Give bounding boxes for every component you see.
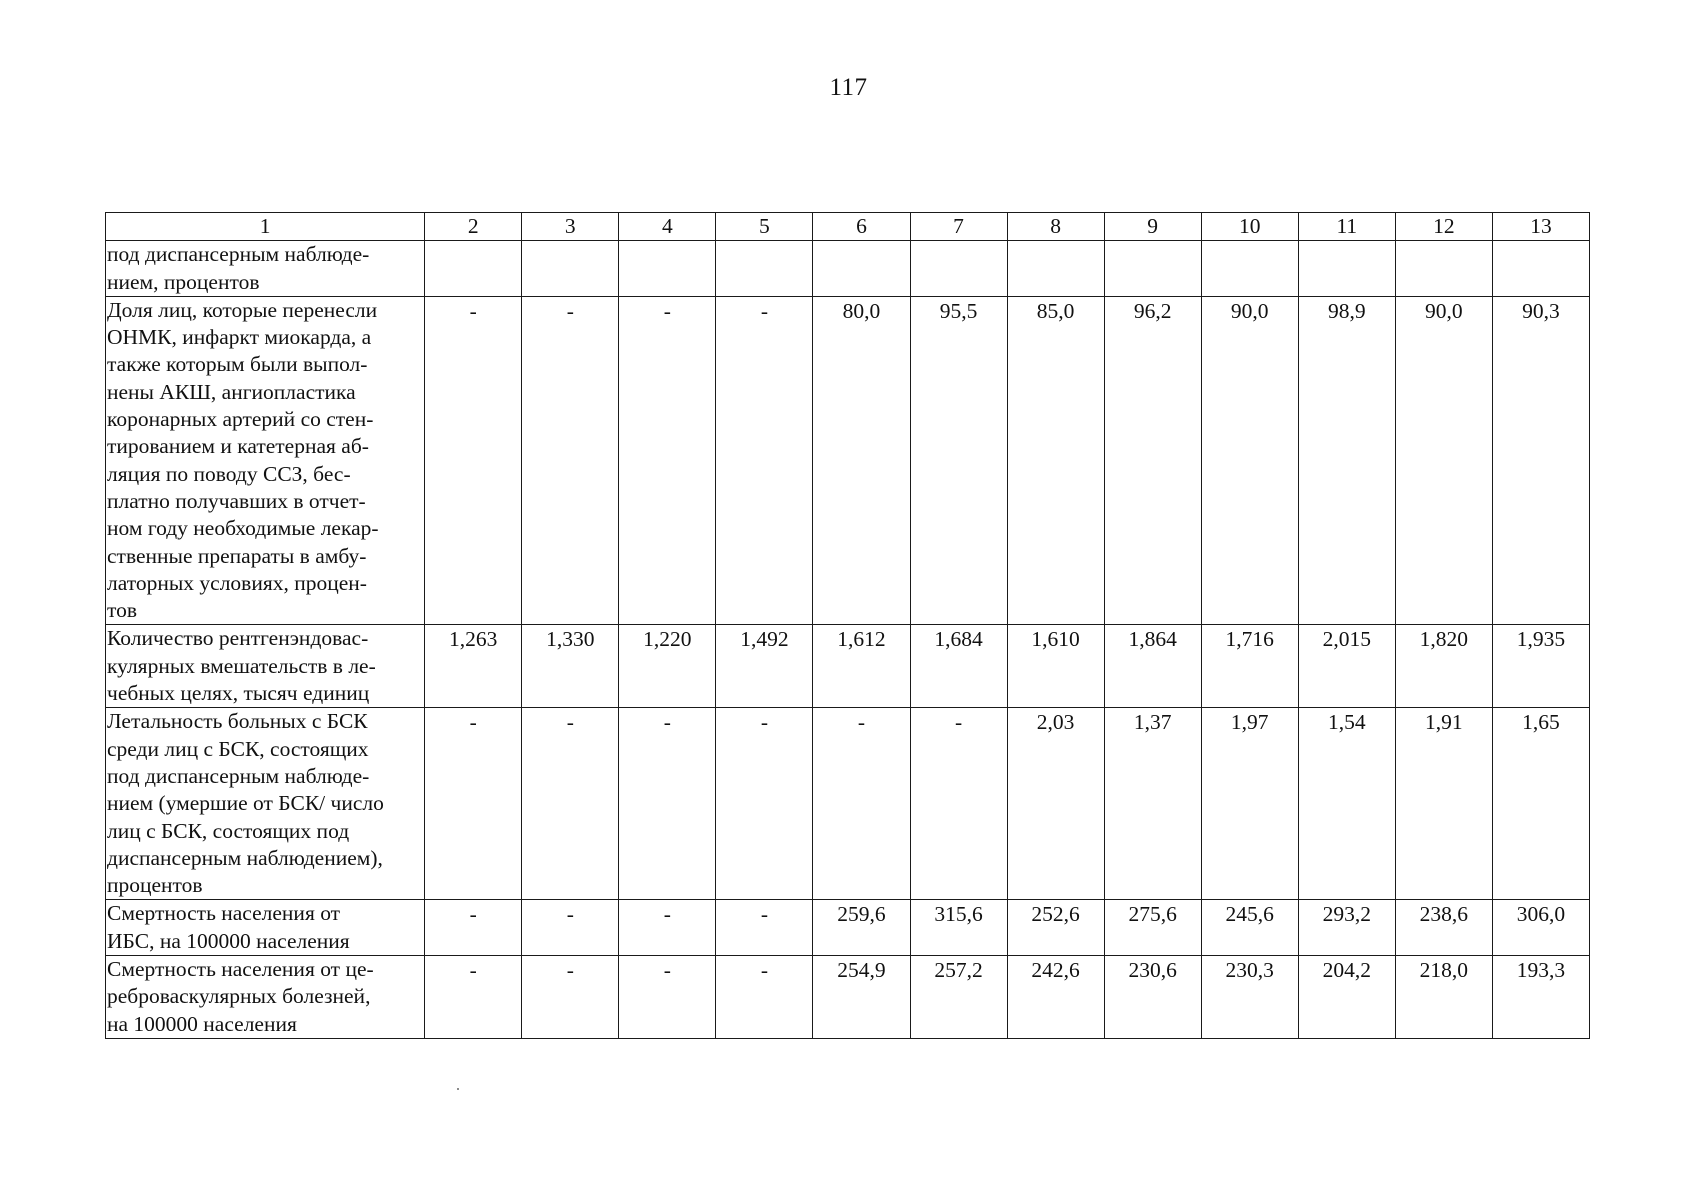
header-cell: 4	[619, 213, 716, 241]
data-table	[105, 212, 1590, 1039]
value-cell: 242,6	[1007, 956, 1104, 1039]
value-cell: 230,6	[1104, 956, 1201, 1039]
value-cell: -	[813, 708, 910, 900]
value-cell	[1298, 241, 1395, 297]
header-cell: 5	[716, 213, 813, 241]
header-cell: 3	[522, 213, 619, 241]
table-row	[106, 625, 1590, 708]
value-cell: 238,6	[1395, 900, 1492, 956]
row-label: Количество рентгенэндовас- кулярных вмешательств в ле- чебных целях, тысяч единиц	[107, 626, 376, 706]
value-cell: -	[425, 296, 522, 625]
table-row	[106, 241, 1590, 297]
table-row	[106, 296, 1590, 625]
value-cell: 80,0	[813, 296, 910, 625]
value-cell: -	[425, 900, 522, 956]
table-header-row	[106, 213, 1590, 241]
value-cell: -	[619, 708, 716, 900]
value-cell	[619, 241, 716, 297]
value-cell: -	[619, 956, 716, 1039]
value-cell: 204,2	[1298, 956, 1395, 1039]
header-cell: 11	[1298, 213, 1395, 241]
value-cell: 1,492	[716, 625, 813, 708]
value-cell: 98,9	[1298, 296, 1395, 625]
value-cell: 1,935	[1492, 625, 1589, 708]
row-label-cell	[106, 956, 425, 1039]
table-row	[106, 956, 1590, 1039]
value-cell	[522, 241, 619, 297]
row-label-cell	[106, 900, 425, 956]
value-cell: 1,263	[425, 625, 522, 708]
header-cell: 8	[1007, 213, 1104, 241]
value-cell: 293,2	[1298, 900, 1395, 956]
value-cell: 1,612	[813, 625, 910, 708]
row-label-cell	[106, 296, 425, 625]
value-cell: 1,54	[1298, 708, 1395, 900]
header-cell: 7	[910, 213, 1007, 241]
table-row	[106, 708, 1590, 900]
value-cell	[1104, 241, 1201, 297]
value-cell: 85,0	[1007, 296, 1104, 625]
value-cell: 1,820	[1395, 625, 1492, 708]
value-cell: -	[716, 900, 813, 956]
value-cell: 1,716	[1201, 625, 1298, 708]
header-cell: 9	[1104, 213, 1201, 241]
table-row	[106, 900, 1590, 956]
value-cell: 218,0	[1395, 956, 1492, 1039]
value-cell: 259,6	[813, 900, 910, 956]
row-label: Доля лиц, которые перенесли ОНМК, инфаркт миокарда, а также которым были выпол- нены АКШ, ангиопластика коронарных артерий со стен- тированием и катетерная аб- ляция по поводу ССЗ, бес- платно получавших в отчет- ном году необходимые лекар- ственные препараты в амбу- латорных условиях, процен- тов	[107, 297, 379, 623]
value-cell	[425, 241, 522, 297]
value-cell: 1,220	[619, 625, 716, 708]
value-cell: 315,6	[910, 900, 1007, 956]
value-cell: 1,65	[1492, 708, 1589, 900]
row-label-cell	[106, 708, 425, 900]
row-label: Смертность населения от ИБС, на 100000 населения	[107, 901, 350, 953]
row-label: Летальность больных с БСК среди лиц с БСК, состоящих под диспансерным наблюде- нием (умершие от БСК/ число лиц с БСК, состоящих под диспансерным наблюдением), процентов	[107, 709, 384, 898]
value-cell: 95,5	[910, 296, 1007, 625]
value-cell: 306,0	[1492, 900, 1589, 956]
value-cell: 230,3	[1201, 956, 1298, 1039]
value-cell: -	[716, 296, 813, 625]
value-cell: 1,330	[522, 625, 619, 708]
value-cell: 245,6	[1201, 900, 1298, 956]
value-cell: 275,6	[1104, 900, 1201, 956]
value-cell: 1,864	[1104, 625, 1201, 708]
header-cell: 13	[1492, 213, 1589, 241]
value-cell	[1492, 241, 1589, 297]
value-cell	[910, 241, 1007, 297]
value-cell: 1,684	[910, 625, 1007, 708]
value-cell: -	[716, 956, 813, 1039]
value-cell: -	[522, 956, 619, 1039]
value-cell	[1395, 241, 1492, 297]
value-cell	[716, 241, 813, 297]
header-cell: 1	[106, 213, 425, 241]
value-cell: 96,2	[1104, 296, 1201, 625]
value-cell: 1,37	[1104, 708, 1201, 900]
value-cell: -	[910, 708, 1007, 900]
header-cell: 2	[425, 213, 522, 241]
value-cell	[1201, 241, 1298, 297]
value-cell: -	[425, 708, 522, 900]
value-cell: 1,91	[1395, 708, 1492, 900]
value-cell: 252,6	[1007, 900, 1104, 956]
value-cell: 90,3	[1492, 296, 1589, 625]
value-cell: -	[716, 708, 813, 900]
value-cell: -	[619, 296, 716, 625]
value-cell: 257,2	[910, 956, 1007, 1039]
header-cell: 6	[813, 213, 910, 241]
page-number: 117	[829, 74, 868, 101]
header-cell: 12	[1395, 213, 1492, 241]
header-cell: 10	[1201, 213, 1298, 241]
value-cell: -	[522, 296, 619, 625]
value-cell: 2,03	[1007, 708, 1104, 900]
row-label: Смертность населения от це- реброваскулярных болезней, на 100000 населения	[107, 957, 374, 1036]
value-cell	[813, 241, 910, 297]
value-cell: 1,610	[1007, 625, 1104, 708]
value-cell: -	[425, 956, 522, 1039]
value-cell: 193,3	[1492, 956, 1589, 1039]
row-label-cell	[106, 625, 425, 708]
value-cell: 254,9	[813, 956, 910, 1039]
value-cell: -	[522, 900, 619, 956]
value-cell: 90,0	[1395, 296, 1492, 625]
value-cell: 90,0	[1201, 296, 1298, 625]
value-cell: 2,015	[1298, 625, 1395, 708]
value-cell: -	[522, 708, 619, 900]
row-label: под диспансерным наблюде- нием, процентов	[107, 242, 370, 294]
value-cell: 1,97	[1201, 708, 1298, 900]
value-cell: -	[619, 900, 716, 956]
value-cell	[1007, 241, 1104, 297]
row-label-cell	[106, 241, 425, 297]
scan-speck	[457, 1088, 459, 1090]
